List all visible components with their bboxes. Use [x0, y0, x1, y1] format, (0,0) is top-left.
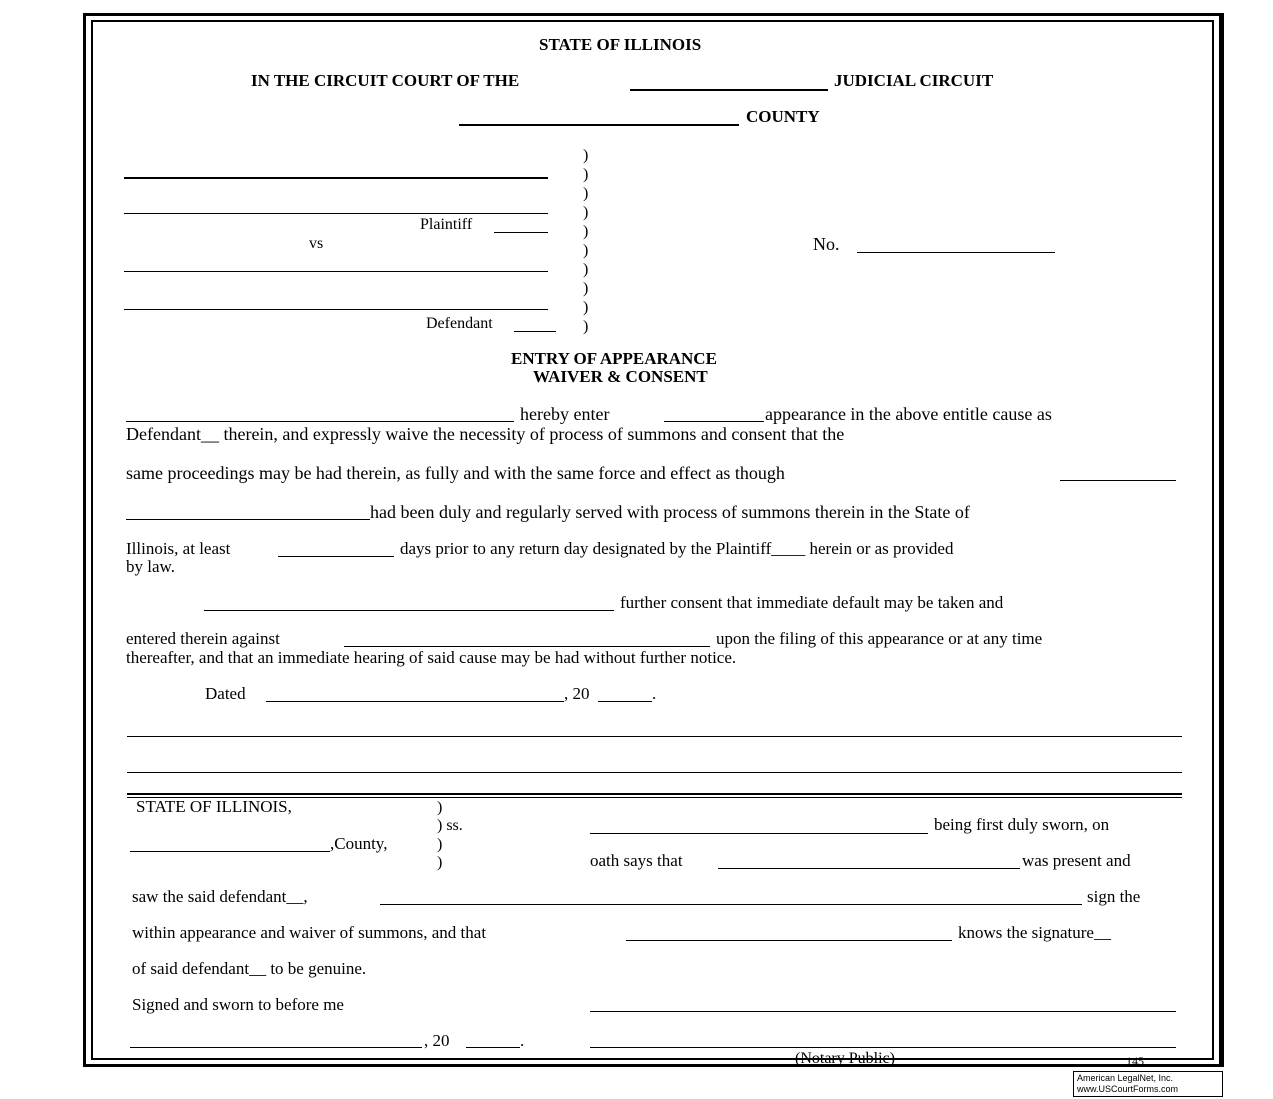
witness-blank[interactable] [718, 868, 1020, 869]
right-edge-line [1222, 13, 1224, 1067]
affidavit-county: ,County, [330, 834, 388, 853]
body-text: hereby enter [520, 404, 610, 424]
defendant-label: Defendant [426, 315, 493, 332]
defendant-line-2[interactable] [124, 309, 548, 310]
defendant-line-1[interactable] [124, 271, 548, 272]
notary-label-clip [700, 1048, 1040, 1067]
affidavit-paren: ) [437, 799, 443, 816]
notary-year-end: . [520, 1031, 525, 1050]
saw-text: saw the said defendant__, [132, 887, 308, 906]
within-text: within appearance and waiver of summons, and that [132, 923, 487, 942]
body-text: days prior to any return day designated by the Plaintiff____ herein or as provided [400, 539, 954, 558]
footer-credit [1073, 1071, 1223, 1097]
sworn-text: being first duly sworn, on [934, 815, 1110, 834]
body-text: by law. [126, 557, 175, 576]
body-text: upon the filing of this appearance or at any time [716, 629, 1043, 648]
county-blank[interactable] [459, 124, 739, 126]
notary-year-blank[interactable] [466, 1047, 520, 1048]
date-blank[interactable] [266, 701, 564, 702]
signed-text: Signed and sworn to before me [132, 995, 344, 1014]
notary-label: (Notary Public) [795, 1050, 895, 1067]
plaintiff-suffix-blank[interactable] [494, 232, 548, 233]
body-text: thereafter, and that an immediate hearing of said cause may be had without further notice. [126, 648, 737, 667]
case-number-label: No. [813, 234, 840, 254]
genuine-text: of said defendant__ to be genuine. [132, 959, 367, 978]
ss-label: ) ss. [437, 817, 463, 834]
caption-paren: ) [583, 318, 589, 335]
affidavit-paren: ) [437, 836, 443, 853]
present-text: was present and [1022, 851, 1131, 870]
body-text: entered therein against [126, 629, 280, 648]
defendant-suffix-blank[interactable] [514, 331, 556, 332]
consenting-party-blank[interactable] [204, 610, 614, 611]
year-prefix: , 20 [564, 684, 590, 703]
caption-paren: ) [583, 261, 589, 278]
state-heading: STATE OF ILLINOIS [539, 35, 702, 54]
body-text: had been duly and regularly served with process of summons therein in the State of [370, 502, 970, 522]
caption-paren: ) [583, 242, 589, 259]
days-blank[interactable] [278, 556, 394, 557]
plaintiff-label: Plaintiff [420, 216, 473, 233]
knows-text: knows the signature__ [958, 923, 1111, 942]
county-heading: COUNTY [746, 107, 820, 126]
caption-paren: ) [583, 299, 589, 316]
dated-label: Dated [205, 684, 246, 703]
affidavit-paren: ) [437, 854, 443, 871]
court-prefix: IN THE CIRCUIT COURT OF THE [251, 71, 520, 90]
caption-paren: ) [583, 223, 589, 240]
affiant-blank[interactable] [590, 833, 928, 834]
affidavit-county-blank[interactable] [130, 851, 330, 852]
appearance-blank[interactable] [664, 421, 764, 422]
case-number-blank[interactable] [857, 252, 1055, 253]
served-party-blank[interactable] [1060, 480, 1176, 481]
title-line-2: WAIVER & CONSENT [533, 367, 708, 386]
footer-line-2: www.USCourtForms.com [1077, 1084, 1179, 1094]
knower-blank[interactable] [626, 940, 952, 941]
body-text: Defendant__ therein, and expressly waive the necessity of process of summons and consent that the [126, 424, 845, 444]
served-party-blank-2[interactable] [126, 519, 370, 520]
year-blank[interactable] [598, 701, 652, 702]
section-divider [127, 793, 1182, 795]
defendant-name-blank[interactable] [380, 904, 1082, 905]
footer-line-1: American LegalNet, Inc. [1077, 1073, 1174, 1083]
page-number-clip [1120, 1050, 1160, 1068]
caption-paren: ) [583, 147, 589, 164]
body-text: Illinois, at least [126, 539, 231, 558]
plaintiff-line-1[interactable] [124, 177, 548, 179]
party-name-blank[interactable] [126, 421, 514, 422]
sign-the-text: sign the [1087, 887, 1141, 906]
notary-date-blank[interactable] [130, 1047, 422, 1048]
title-line-1: ENTRY OF APPEARANCE [511, 349, 717, 368]
caption-paren: ) [583, 204, 589, 221]
affidavit-state: STATE OF ILLINOIS, [136, 797, 292, 816]
caption-paren: ) [583, 280, 589, 297]
body-text: further consent that immediate default may be taken and [620, 593, 1004, 612]
year-suffix: . [652, 684, 657, 703]
caption-paren: ) [583, 185, 589, 202]
affiant-signature-line[interactable] [590, 1011, 1176, 1012]
circuit-blank[interactable] [630, 89, 828, 91]
court-suffix: JUDICIAL CIRCUIT [834, 71, 994, 90]
vs-label: vs [309, 235, 324, 252]
page-number: 145 [1126, 1054, 1144, 1068]
signature-line-2[interactable] [127, 772, 1182, 773]
body-text: appearance in the above entitle cause as [765, 404, 1052, 424]
body-text: same proceedings may be had therein, as fully and with the same force and effect as though [126, 463, 785, 483]
caption-paren: ) [583, 166, 589, 183]
notary-year-prefix: , 20 [424, 1031, 450, 1050]
oath-text: oath says that [590, 851, 683, 870]
signature-line-1[interactable] [127, 736, 1182, 737]
against-party-blank[interactable] [344, 646, 710, 647]
plaintiff-line-2[interactable] [124, 213, 548, 214]
